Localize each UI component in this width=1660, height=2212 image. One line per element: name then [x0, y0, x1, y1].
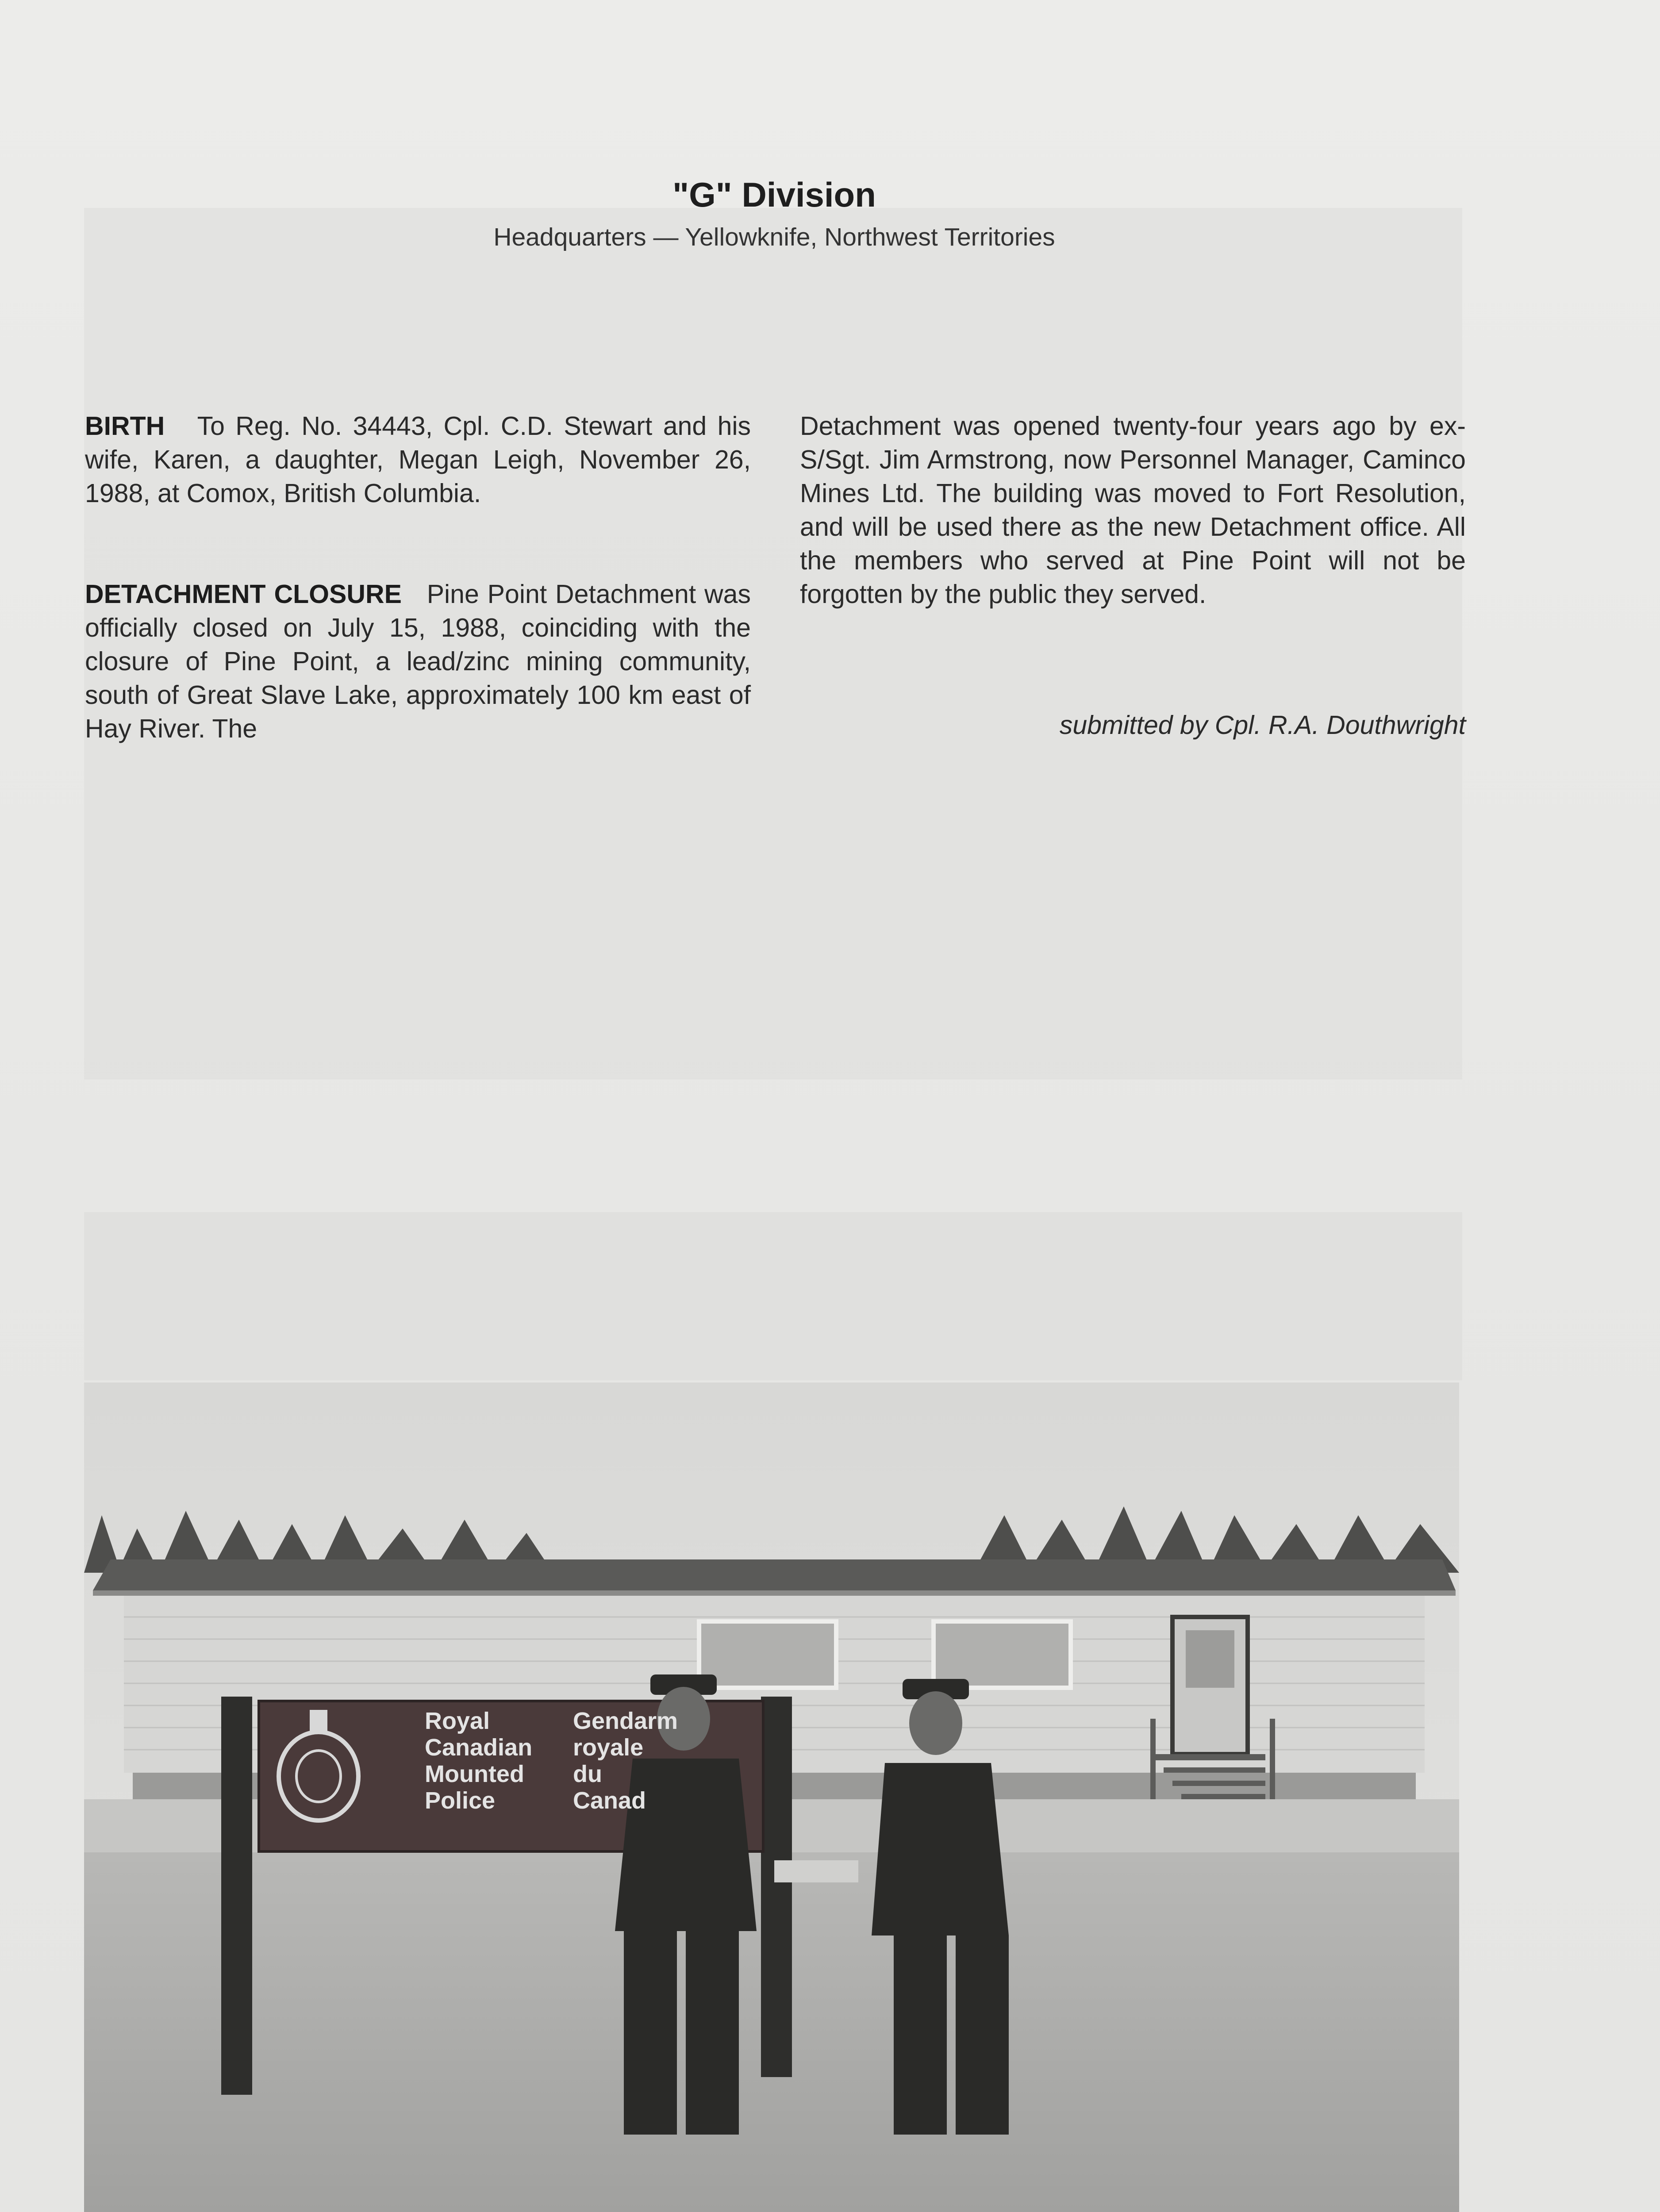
article-column-left [85, 409, 751, 745]
division-subtitle: Headquarters — Yellowknife, Northwest Territories [493, 223, 1055, 251]
birth-heading: BIRTH [85, 411, 165, 441]
closure-paragraph [85, 577, 751, 745]
sign-french-text: Gendarm royale du Canad [573, 1708, 678, 1814]
birth-text: To Reg. No. 34443, Cpl. C.D. Stewart and his wife, Karen, a daughter, Megan Leigh, November 26, 1988, at Comox, British Columbia. [85, 411, 751, 508]
sign-english-text: Royal Canadian Mounted Police [425, 1708, 533, 1814]
division-title: "G" Division [672, 175, 876, 214]
detachment-photo [84, 1382, 1459, 2212]
birth-paragraph [85, 409, 751, 510]
show-through-area-lower [84, 1212, 1462, 1380]
closure-text-part1: Pine Point Detachment was officially closed on July 15, 1988, coinciding with the closure of Pine Point, a lead/zinc mining community, south of Great Slave Lake, approximately 100 km east of Hay River. The [85, 580, 751, 743]
closure-continuation: Detachment was opened twenty-four years ago by ex-S/Sgt. Jim Armstrong, now Personnel Manager, Caminco Mines Ltd. The building was moved to Fort Resolution, and will be used there as the new Detachment office. All the members who served at Pine Point will not be forgotten by the public they served. [800, 411, 1466, 609]
photo-illustration [84, 1382, 1459, 2212]
closure-heading: DETACHMENT CLOSURE [85, 580, 402, 609]
article-column-right [800, 409, 1466, 611]
article-credit: submitted by Cpl. R.A. Douthwright [1059, 710, 1466, 740]
